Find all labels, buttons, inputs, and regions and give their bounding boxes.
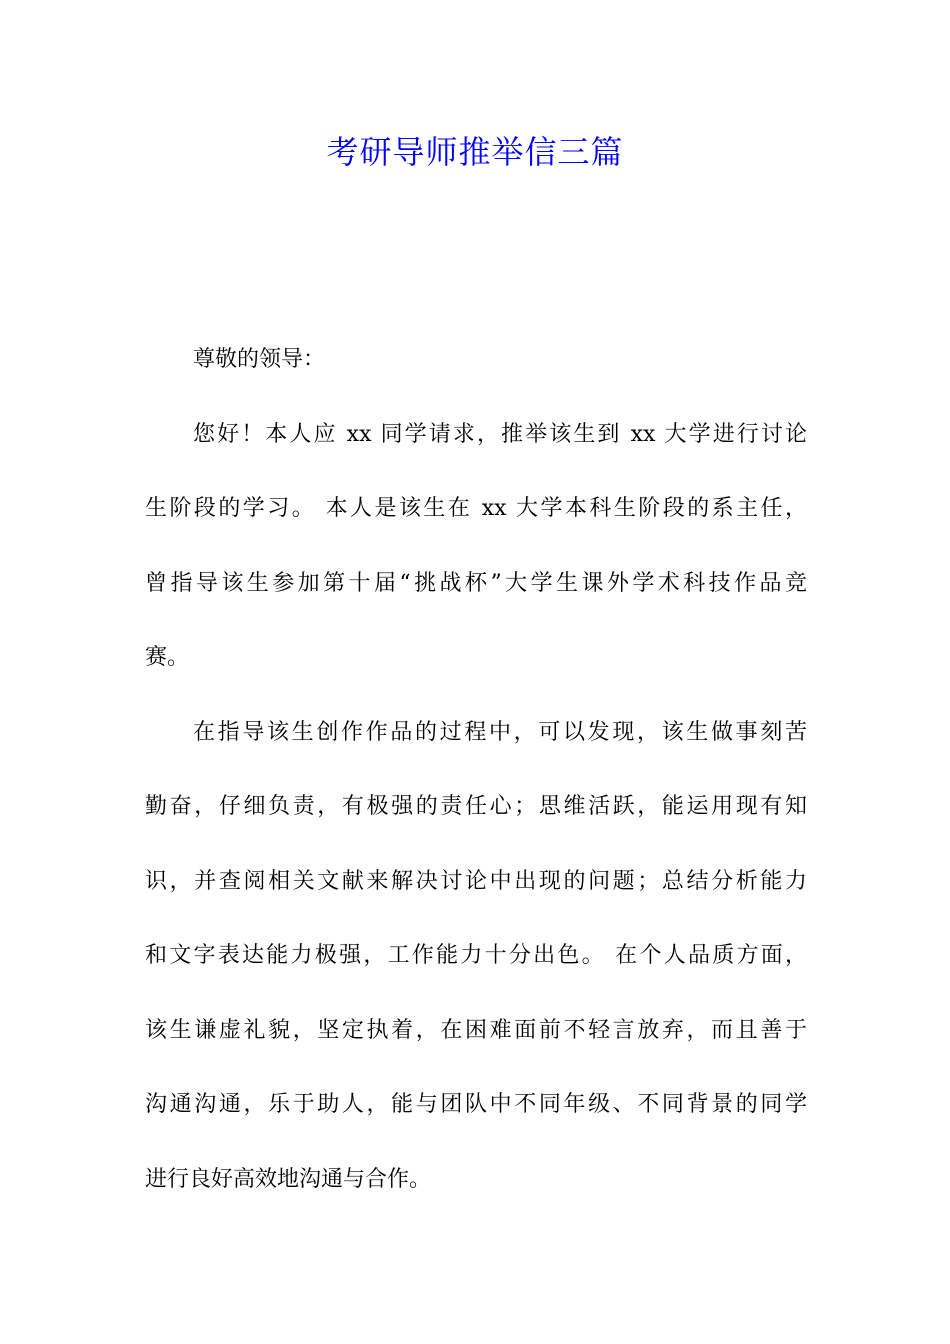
text-line: 尊敬的领导： [193,347,326,372]
text-line: 该生谦虚礼貌，坚定执着，在困难面前不轻言放弃，而且善于 [145,1017,807,1043]
text-line: 生阶段的学习。 本人是该生在 xx 大学本科生阶段的系主任， [145,496,807,521]
text-line: 在指导该生创作作品的过程中，可以发现，该生做事刻苦 [193,719,807,745]
text-line: 勤奋，仔细负责，有极强的责任心；思维活跃，能运用现有知 [145,794,807,819]
document-title: 考研导师推举信三篇 [326,133,624,171]
text-line: 进行良好高效地沟通与合作。 [145,1166,432,1192]
text-line: 赛。 [145,645,190,670]
text-line: 识，并查阅相关文献来解决讨论中出现的问题；总结分析能力 [145,868,807,894]
document-body [145,336,807,1230]
text-line: 沟通沟通，乐于助人，能与团队中不同年级、不同背景的同学 [145,1092,807,1117]
text-line: 曾指导该生参加第十届“挑战杯”大学生课外学术科技作品竞 [145,570,807,596]
text-line: 您好！本人应 xx 同学请求，推举该生到 xx 大学进行讨论 [193,421,807,447]
text-line: 和文字表达能力极强，工作能力十分出色。 在个人品质方面， [145,943,807,968]
